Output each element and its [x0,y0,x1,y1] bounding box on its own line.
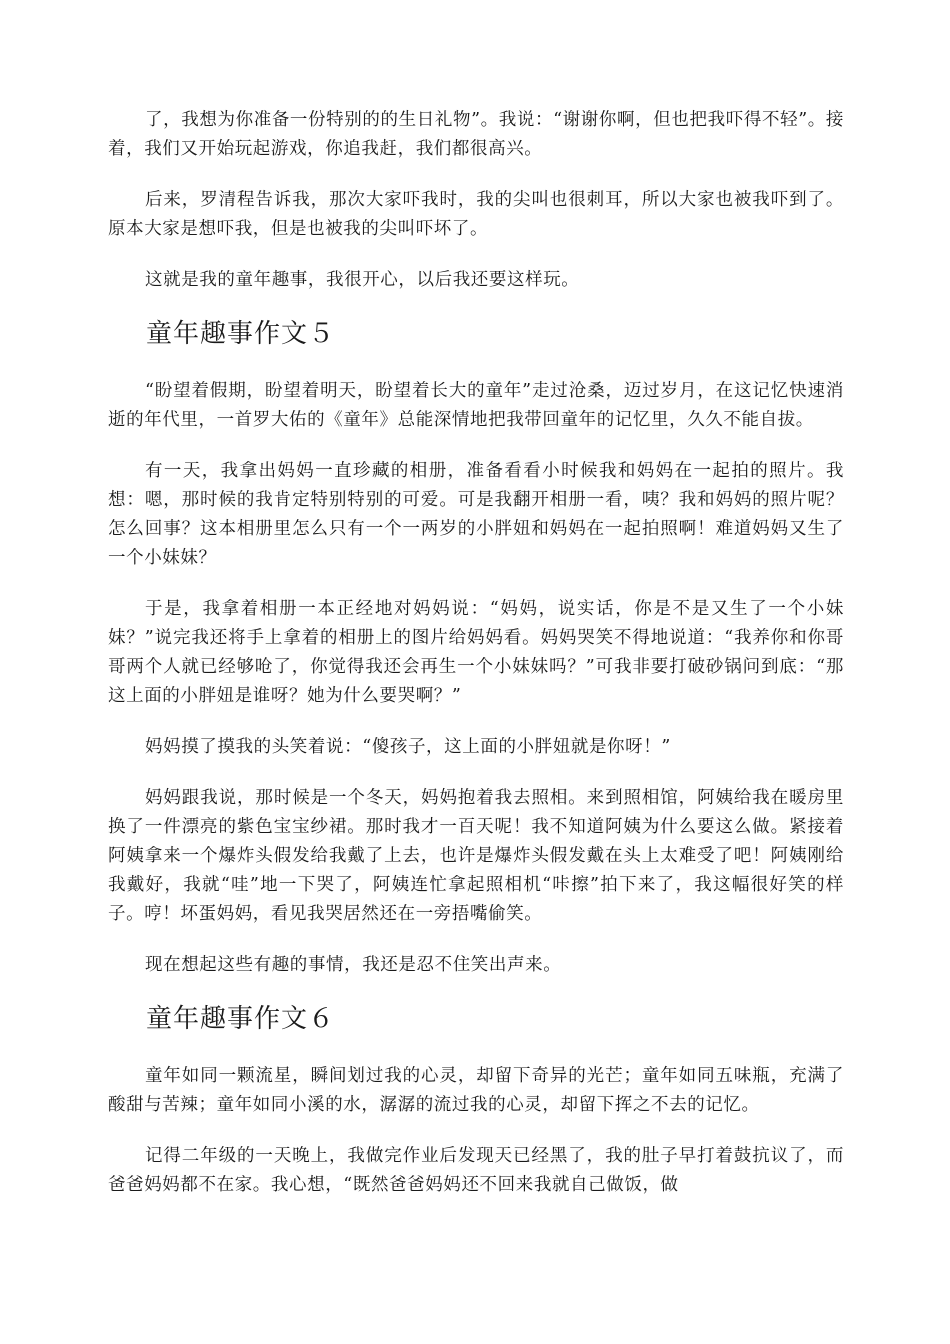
paragraph: 童年如同一颗流星，瞬间划过我的心灵，却留下奇异的光芒；童年如同五味瓶，充满了酸甜与苦辣；童年如同小溪的水，潺潺的流过我的心灵，却留下挥之不去的记忆。 [108,1066,844,1115]
section-heading: 童年趣事作文５ [146,319,336,349]
section-heading: 童年趣事作文６ [146,1004,336,1034]
paragraph: “盼望着假期，盼望着明天，盼望着长大的童年”走过沧桑，迈过岁月，在这记忆快速消逝的年代里，一首罗大佑的《童年》总能深情地把我带回童年的记忆里，久久不能自拔。 [108,381,844,430]
paragraph: 这就是我的童年趣事，我很开心，以后我还要这样玩。 [145,270,580,290]
paragraph: 了，我想为你准备一份特别的的生日礼物”。我说：“谢谢你啊，但也把我吓得不轻”。接着，我们又开始玩起游戏，你追我赶，我们都很高兴。 [108,110,844,159]
paragraph: 妈妈跟我说，那时候是一个冬天，妈妈抱着我去照相。来到照相馆，阿姨给我在暖房里换了一件漂亮的紫色宝宝纱裙。那时我才一百天呢！我不知道阿姨为什么要这么做。紧接着阿姨拿来一个爆炸头假发给我戴了上去，也许是爆炸头假发戴在头上太难受了吧！阿姨刚给我戴好，我就“哇”地一下哭了，阿姨连忙拿起照相机“咔擦”拍下来了，我这幅很好笑的样子。哼！坏蛋妈妈，看见我哭居然还在一旁捂嘴偷笑。 [108,788,844,924]
paragraph: 后来，罗清程告诉我，那次大家吓我时，我的尖叫也很刺耳，所以大家也被我吓到了。原本大家是想吓我，但是也被我的尖叫吓坏了。 [108,190,844,239]
paragraph: 现在想起这些有趣的事情，我还是忍不住笑出声来。 [145,955,562,975]
paragraph: 记得二年级的一天晚上，我做完作业后发现天已经黑了，我的肚子早打着鼓抗议了，而爸爸妈妈都不在家。我心想，“既然爸爸妈妈还不回来我就自己做饭，做 [108,1146,844,1195]
paragraph: 有一天，我拿出妈妈一直珍藏的相册，准备看看小时候我和妈妈在一起拍的照片。我想：嗯，那时候的我肯定特别特别的可爱。可是我翻开相册一看，咦？我和妈妈的照片呢？怎么回事？这本相册里怎么只有一个一两岁的小胖妞和妈妈在一起拍照啊！难道妈妈又生了一个小妹妹？ [108,461,844,568]
paragraph: 于是，我拿着相册一本正经地对妈妈说：“妈妈，说实话，你是不是又生了一个小妹妹？”说完我还将手上拿着的相册上的图片给妈妈看。妈妈哭笑不得地说道：“我养你和你哥哥两个人就已经够呛了，你觉得我还会再生一个小妹妹吗？”可我非要打破砂锅问到底：“那这上面的小胖妞是谁呀？她为什么要哭啊？” [108,599,844,706]
paragraph: 妈妈摸了摸我的头笑着说：“傻孩子，这上面的小胖妞就是你呀！” [145,737,671,757]
document-page [108,106,844,1222]
